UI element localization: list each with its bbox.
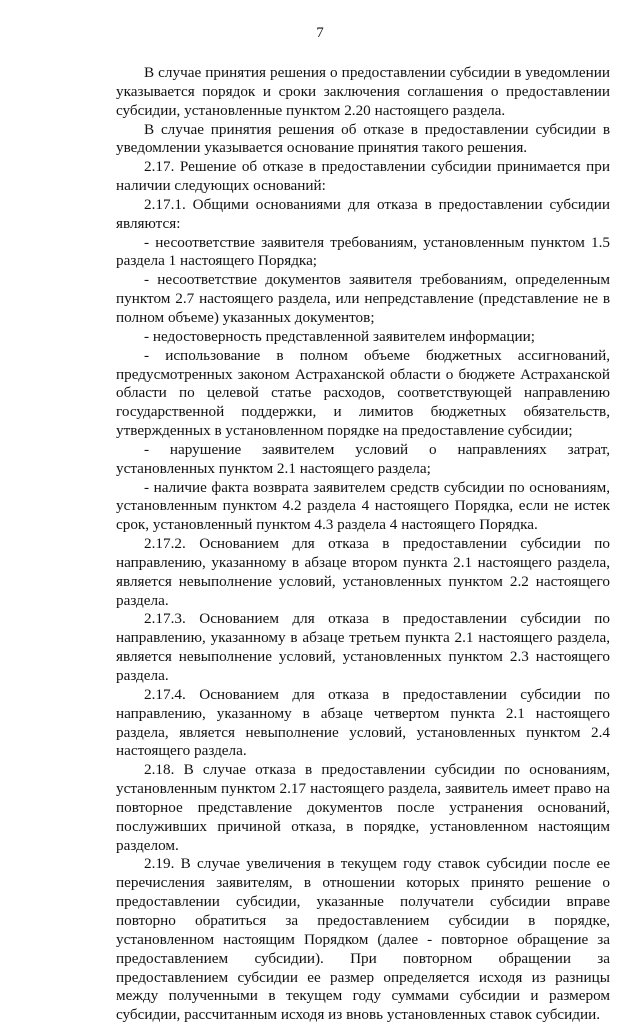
paragraph-2-19: 2.19. В случае увеличения в текущем году ставок субсидии после ее перечисления заявителям, в отношении которых принято решение о предоставлении субсидии, указанные получатели субсидии вправе повторно обратиться за предоставлением субсидии в порядке, установленном настоящим Порядком (далее - повторное обращение за предоставлением субсидии). При повторном обращении за предоставлением субсидии ее размер определяется исходя из разницы между полученными в текущем году суммами субсидии и размером субсидии, рассчитанным исходя из вновь установленных ставок субсидии. (116, 855, 610, 1024)
paragraph-2-17-2: 2.17.2. Основанием для отказа в предоставлении субсидии по направлению, указанному в абзаце втором пункта 2.1 настоящего раздела, является невыполнение условий, установленных пунктом 2.2 настоящего раздела. (116, 535, 610, 609)
list-item-false-information: - недостоверность представленной заявителем информации; (144, 327, 536, 345)
paragraph-2-18: 2.18. В случае отказа в предоставлении субсидии по основаниям, установленным пунктом 2.17 настоящего раздела, заявитель имеет право на повторное представление документов после устранения оснований, послуживших причиной отказа, в порядке, установленном настоящим разделом. (116, 761, 610, 854)
paragraph-notice-decision: В случае принятия решения о предоставлении субсидии в уведомлении указывается порядок и сроки заключения соглашения о предоставлении субсидии, установленные пунктом 2.20 настоящего раздела. (116, 64, 610, 119)
list-item-subsidy-return: - наличие факта возврата заявителем средств субсидии по основаниям, установленным пунктом 4.2 раздела 4 настоящего Порядка, если не истек срок, установленный пунктом 4.3 раздела 4 настоящего Порядка. (116, 478, 610, 534)
list-item-requirements-mismatch: - несоответствие заявителя требованиям, установленным пунктом 1.5 раздела 1 настоящего Порядка; (116, 233, 610, 270)
paragraph-2-17-4: 2.17.4. Основанием для отказа в предоставлении субсидии по направлению, указанному в абзаце четвертом пункта 2.1 настоящего раздела, является невыполнение условий, установленных пунктом 2.4 настоящего раздела. (116, 685, 610, 760)
page-number: 7 (316, 25, 324, 41)
list-item-documents-mismatch: - несоответствие документов заявителя требованиям, определенным пунктом 2.7 настоящего раздела, или непредставление (представление не в полном объеме) указанных документов; (116, 271, 610, 326)
list-item-budget-exhausted: - использование в полном объеме бюджетных ассигнований, предусмотренных законом Астраханской области о бюджете Астраханской области по целевой статье расходов, соответствующей направлению государственной поддержки, и лимитов бюджетных обязательств, утвержденных в установленном порядке на предоставление субсидии; (116, 346, 610, 440)
list-item-cost-conditions: - нарушение заявителем условий о направлениях затрат, установленных пунктом 2.1 настоящего раздела; (116, 440, 610, 477)
document-body (116, 64, 610, 1025)
paragraph-2-17: 2.17. Решение об отказе в предоставлении субсидии принимается при наличии следующих оснований: (116, 158, 610, 195)
paragraph-2-17-1: 2.17.1. Общими основаниями для отказа в предоставлении субсидии являются: (116, 195, 610, 232)
paragraph-2-17-3: 2.17.3. Основанием для отказа в предоставлении субсидии по направлению, указанному в абзаце третьем пункта 2.1 настоящего раздела, является невыполнение условий, установленных пунктом 2.3 настоящего раздела. (116, 610, 610, 684)
paragraph-notice-refusal: В случае принятия решения об отказе в предоставлении субсидии в уведомлении указывается основание принятия такого решения. (116, 120, 610, 157)
